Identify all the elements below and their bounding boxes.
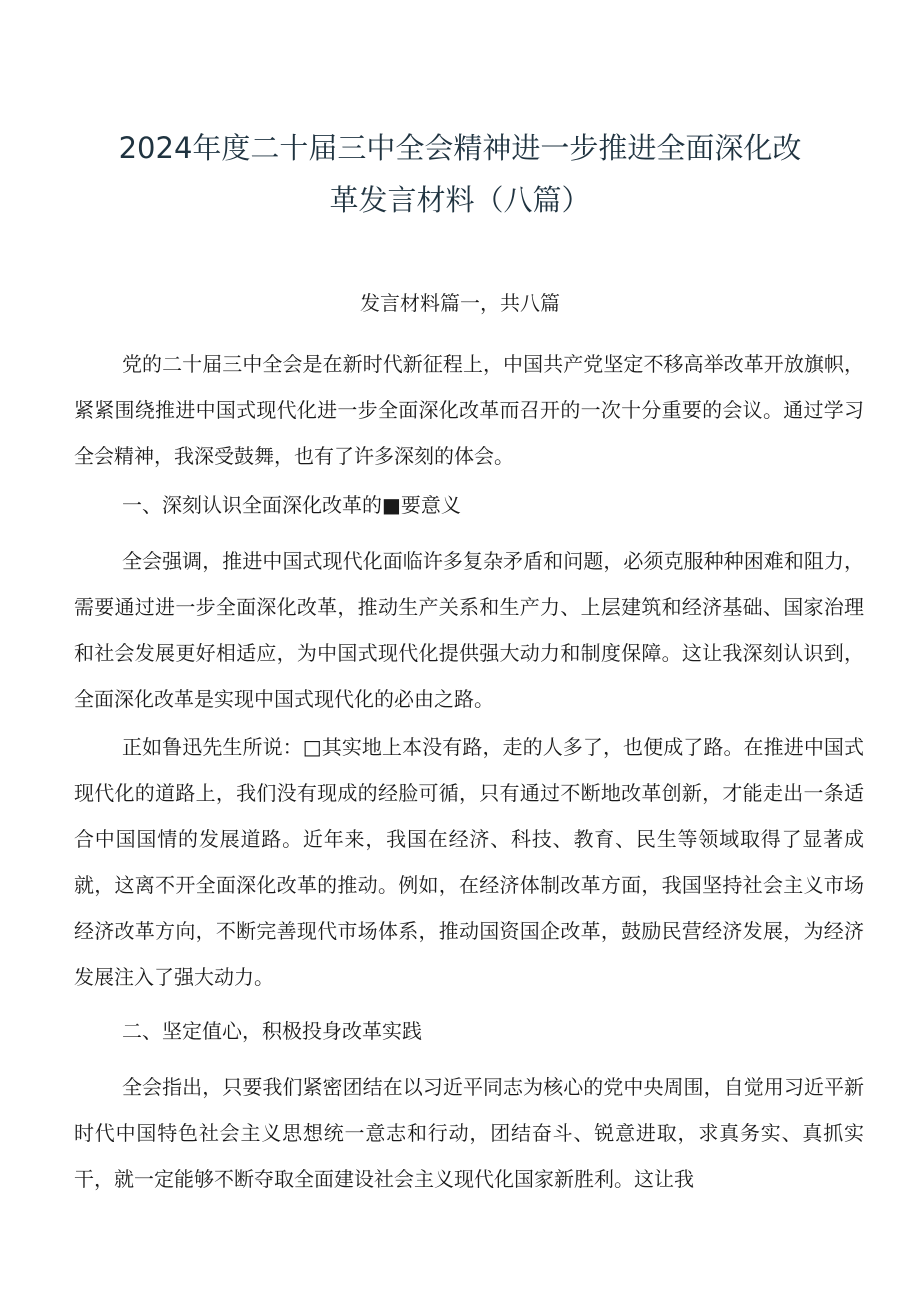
section-subtitle: 发言材料篇一，共八篇 — [360, 291, 560, 315]
section-heading-1: 一、深刻认识全面深化改革的■要意义 — [122, 493, 461, 517]
paragraph-body-1: 全会强调，推进中国式现代化面临许多复杂矛盾和问题，必须克服种种困难和阻力，需要通过进一步全面深化改革，推动生产关系和生产力、上层建筑和经济基础、国家治理和社会发展更好相适应，为中国式现代化提供强大动力和制度保障。这让我深刻认识到，全面深化改革是实现中国式现代化的必由之路。 — [74, 549, 864, 711]
title-line-1: 2024年度二十届三中全会精神进一步推进全面深化改 — [118, 131, 802, 165]
paragraph-body-3: 全会指出，只要我们紧密团结在以习近平同志为核心的党中央周围，自觉用习近平新时代中国特色社会主义思想统一意志和行动，团结奋斗、锐意进取，求真务实、真抓实干，就一定能够不断夺取全面建设社会主义现代化国家新胜利。这让我 — [74, 1075, 864, 1191]
document-title — [60, 122, 860, 226]
paragraph-intro: 党的二十届三中全会是在新时代新征程上，中国共产党坚定不移高举改革开放旗帜，紧紧围绕推进中国式现代化进一步全面深化改革而召开的一次十分重要的会议。通过学习全会精神，我深受鼓舞，也有了许多深刻的体会。 — [74, 352, 864, 468]
section-heading-2: 二、坚定值心，积极投身改革实践 — [122, 1019, 422, 1043]
title-line-2: 革发言材料（八篇） — [329, 183, 591, 217]
paragraph-body-2: 正如鲁迅先生所说：□其实地上本没有路，走的人多了，也便成了路。在推进中国式现代化的道路上，我们没有现成的经脸可循，只有通过不断地改革创新，才能走出一条适合中国国情的发展道路。近年来，我国在经济、科技、教育、民生等领域取得了显著成就，这离不开全面深化改革的推动。例如，在经济体制改革方面，我国坚持社会主义市场经济改革方向，不断完善现代市场体系，推动国资国企改革，鼓励民营经济发展，为经济发展注入了强大动力。 — [74, 735, 864, 989]
